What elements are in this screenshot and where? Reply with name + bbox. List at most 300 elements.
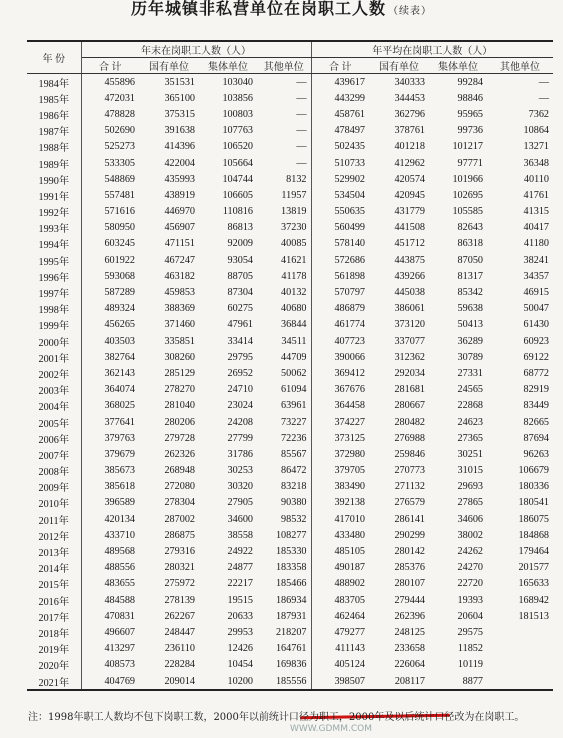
value-cell: 226064 — [394, 659, 425, 671]
column-header: 集体单位 — [199, 58, 257, 74]
value-cell: 280482 — [394, 416, 425, 428]
value-cell: 82643 — [457, 222, 483, 234]
value-cell: 19393 — [457, 594, 483, 606]
value-cell: 364458 — [334, 400, 365, 412]
value-cell: 60923 — [523, 335, 549, 347]
table-row — [27, 155, 553, 171]
year-cell: 1996年 — [27, 268, 81, 284]
value-cell: 375315 — [164, 108, 195, 120]
value-cell: 90380 — [257, 495, 311, 511]
value-cell: 271132 — [394, 481, 425, 493]
value-cell: 106679 — [518, 465, 549, 477]
value-cell: 30253 — [227, 465, 253, 477]
table-row — [27, 430, 553, 446]
value-cell: 99284 — [457, 76, 483, 88]
value-cell: 97771 — [457, 157, 483, 169]
table-row — [27, 511, 553, 527]
value-cell: 462464 — [334, 610, 365, 622]
value-cell: 262326 — [164, 448, 195, 460]
value-cell: 489568 — [104, 546, 135, 558]
value-cell: 275972 — [164, 578, 195, 590]
year-cell: 2020年 — [27, 657, 81, 673]
title-suffix: （续表） — [388, 6, 432, 17]
year-cell: 1985年 — [27, 90, 81, 106]
value-cell: 279728 — [164, 432, 195, 444]
value-cell: 280667 — [394, 400, 425, 412]
year-cell: 2007年 — [27, 446, 81, 462]
value-cell: 27365 — [457, 432, 483, 444]
value-cell: 82919 — [523, 384, 549, 396]
value-cell: 278270 — [164, 384, 195, 396]
value-cell: 392138 — [334, 497, 365, 509]
value-cell: 337077 — [394, 335, 425, 347]
value-cell: 312362 — [394, 351, 425, 363]
value-cell: 87050 — [457, 254, 483, 266]
value-cell: 10454 — [227, 659, 253, 671]
table-row — [27, 106, 553, 122]
value-cell: 59638 — [457, 303, 483, 315]
value-cell: 587289 — [104, 287, 135, 299]
year-cell: 2019年 — [27, 641, 81, 657]
value-cell: 403503 — [104, 335, 135, 347]
table-row — [27, 365, 553, 381]
value-cell: 209014 — [139, 673, 199, 690]
value-cell: 362143 — [104, 367, 135, 379]
value-cell: 431779 — [394, 206, 425, 218]
value-cell: 534504 — [334, 189, 365, 201]
column-header: 其他单位 — [257, 58, 311, 74]
table-row — [27, 592, 553, 608]
value-cell: 102695 — [452, 189, 483, 201]
value-cell: 86813 — [227, 222, 253, 234]
value-cell: 365100 — [164, 92, 195, 104]
value-cell: 87694 — [523, 432, 549, 444]
value-cell: 24710 — [227, 384, 253, 396]
value-cell: 344453 — [394, 92, 425, 104]
table-row — [27, 139, 553, 155]
value-cell: 27799 — [227, 432, 253, 444]
value-cell: 68772 — [523, 367, 549, 379]
value-cell: 379763 — [104, 432, 135, 444]
value-cell: 525273 — [104, 141, 135, 153]
value-cell: 572686 — [334, 254, 365, 266]
value-cell: 262396 — [394, 610, 425, 622]
value-cell: 490187 — [334, 562, 365, 574]
value-cell: 105664 — [222, 157, 253, 169]
value-cell — [487, 624, 553, 640]
value-cell: 286141 — [394, 513, 425, 525]
value-cell: 483705 — [334, 594, 365, 606]
value-cell: 24262 — [457, 546, 483, 558]
value-cell: 96263 — [523, 448, 549, 460]
value-cell: 278304 — [164, 497, 195, 509]
value-cell: 110816 — [222, 206, 253, 218]
value-cell: 38002 — [457, 529, 483, 541]
value-cell: 185330 — [257, 543, 311, 559]
table-row — [27, 414, 553, 430]
table-row — [27, 74, 553, 91]
value-cell: 228284 — [164, 659, 195, 671]
value-cell: 461774 — [334, 319, 365, 331]
value-cell: 8877 — [429, 673, 487, 690]
value-cell: 281681 — [394, 384, 425, 396]
value-cell: 488902 — [334, 578, 365, 590]
value-cell: 292034 — [394, 367, 425, 379]
value-cell: 13819 — [257, 204, 311, 220]
value-cell: 467247 — [164, 254, 195, 266]
year-cell: 1994年 — [27, 236, 81, 252]
value-cell: 548869 — [104, 173, 135, 185]
table-row — [27, 641, 553, 657]
value-cell: 40085 — [257, 236, 311, 252]
value-cell: 398507 — [311, 673, 369, 690]
value-cell: 533305 — [104, 157, 135, 169]
table-row — [27, 236, 553, 252]
value-cell: 367676 — [334, 384, 365, 396]
value-cell: 335851 — [164, 335, 195, 347]
value-cell: 22720 — [457, 578, 483, 590]
value-cell: 458761 — [334, 108, 365, 120]
year-cell: 2013年 — [27, 543, 81, 559]
table-row — [27, 576, 553, 592]
value-cell: 420945 — [394, 189, 425, 201]
year-cell: 2002年 — [27, 365, 81, 381]
value-cell: 603245 — [104, 238, 135, 250]
value-cell: 7362 — [528, 108, 549, 120]
value-cell: 433710 — [104, 529, 135, 541]
value-cell: — — [257, 106, 311, 122]
value-cell: 22868 — [457, 400, 483, 412]
value-cell: 373125 — [334, 432, 365, 444]
value-cell: 180336 — [518, 481, 549, 493]
table-row — [27, 268, 553, 284]
value-cell: 502435 — [334, 141, 365, 153]
year-cell: 1988年 — [27, 139, 81, 155]
page-title — [0, 0, 563, 22]
table-row — [27, 171, 553, 187]
value-cell: 443299 — [334, 92, 365, 104]
value-cell: 10200 — [199, 673, 257, 690]
year-cell: 1987年 — [27, 123, 81, 139]
year-cell: 2001年 — [27, 349, 81, 365]
value-cell: 30251 — [457, 448, 483, 460]
value-cell: 443875 — [394, 254, 425, 266]
value-cell: 34600 — [227, 513, 253, 525]
value-cell: 187931 — [257, 608, 311, 624]
footnote: 注：1998年职工人数均不包下岗职工数，2000年以前统计口径为职工，2000年及以后统计口径改为在岗职工。 — [28, 712, 525, 723]
value-cell: 248125 — [394, 626, 425, 638]
value-cell: 41178 — [257, 268, 311, 284]
value-cell: 208117 — [369, 673, 429, 690]
value-cell: 63961 — [257, 398, 311, 414]
value-cell — [487, 657, 553, 673]
value-cell: 435993 — [164, 173, 195, 185]
value-cell: 10864 — [523, 125, 549, 137]
value-cell: 12426 — [227, 643, 253, 655]
value-cell: 103856 — [222, 92, 253, 104]
value-cell: 27331 — [457, 367, 483, 379]
value-cell: 20604 — [457, 610, 483, 622]
value-cell: 405124 — [334, 659, 365, 671]
value-cell: 50413 — [457, 319, 483, 331]
column-header: 集体单位 — [429, 58, 487, 74]
value-cell: 105585 — [452, 206, 483, 218]
value-cell: 411143 — [335, 643, 365, 655]
value-cell: 165633 — [518, 578, 549, 590]
value-cell: 601922 — [104, 254, 135, 266]
value-cell: 26952 — [227, 367, 253, 379]
value-cell: 60275 — [227, 303, 253, 315]
year-cell: 2018年 — [27, 624, 81, 640]
value-cell: 593068 — [104, 270, 135, 282]
value-cell: 478828 — [104, 108, 135, 120]
year-cell: 2009年 — [27, 479, 81, 495]
value-cell: 281040 — [164, 400, 195, 412]
value-cell: 201577 — [518, 562, 549, 574]
year-cell: 2004年 — [27, 398, 81, 414]
value-cell: 470831 — [104, 610, 135, 622]
value-cell: 379705 — [334, 465, 365, 477]
value-cell: 379679 — [104, 448, 135, 460]
value-cell: 276988 — [394, 432, 425, 444]
value-cell: 29795 — [227, 351, 253, 363]
value-cell: — — [257, 123, 311, 139]
value-cell: 36844 — [257, 317, 311, 333]
value-cell — [487, 641, 553, 657]
table-row — [27, 220, 553, 236]
value-cell: 383490 — [334, 481, 365, 493]
value-cell: 41180 — [523, 238, 549, 250]
value-cell: 456907 — [164, 222, 195, 234]
value-cell: — — [257, 90, 311, 106]
table-row — [27, 463, 553, 479]
value-cell: 83218 — [257, 479, 311, 495]
table-row — [27, 187, 553, 203]
value-cell: 557481 — [104, 189, 135, 201]
year-cell: 1984年 — [27, 74, 81, 91]
value-cell: 368025 — [104, 400, 135, 412]
year-cell: 2015年 — [27, 576, 81, 592]
value-cell: 168942 — [518, 594, 549, 606]
value-cell: 108277 — [257, 527, 311, 543]
value-cell: 472031 — [104, 92, 135, 104]
value-cell: 471151 — [164, 238, 195, 250]
year-cell: 2016年 — [27, 592, 81, 608]
year-cell: 2011年 — [27, 511, 81, 527]
value-cell: 479277 — [334, 626, 365, 638]
value-cell: 308260 — [164, 351, 195, 363]
value-cell: 104744 — [222, 173, 253, 185]
year-cell: 1992年 — [27, 204, 81, 220]
value-cell: 441508 — [394, 222, 425, 234]
value-cell: 34606 — [457, 513, 483, 525]
table-row — [27, 398, 553, 414]
value-cell: 378761 — [394, 125, 425, 137]
table-row — [27, 317, 553, 333]
value-cell: 99736 — [457, 125, 483, 137]
value-cell: 88705 — [227, 270, 253, 282]
year-cell: 1990年 — [27, 171, 81, 187]
value-cell: 101217 — [452, 141, 483, 153]
value-cell: 106605 — [222, 189, 253, 201]
table-row — [27, 333, 553, 349]
table-row — [27, 90, 553, 106]
table-row — [27, 382, 553, 398]
value-cell: 31786 — [227, 448, 253, 460]
value-cell: 276579 — [394, 497, 425, 509]
value-cell: 41621 — [257, 252, 311, 268]
value-cell: 72236 — [257, 430, 311, 446]
value-cell: 10119 — [457, 659, 483, 671]
value-cell: 61094 — [257, 382, 311, 398]
value-cell: 40417 — [523, 222, 549, 234]
value-cell: 81317 — [457, 270, 483, 282]
value-cell: 496607 — [104, 626, 135, 638]
value-cell: 33414 — [227, 335, 253, 347]
value-cell: 106520 — [222, 141, 253, 153]
value-cell: 179464 — [518, 546, 549, 558]
year-cell: 2017年 — [27, 608, 81, 624]
year-cell: 1993年 — [27, 220, 81, 236]
value-cell: 560499 — [334, 222, 365, 234]
table-row — [27, 527, 553, 543]
value-cell: 433480 — [334, 529, 365, 541]
value-cell: 41761 — [523, 189, 549, 201]
year-cell: 2003年 — [27, 382, 81, 398]
value-cell: 103040 — [222, 76, 253, 88]
year-cell: 2012年 — [27, 527, 81, 543]
value-cell: 377641 — [104, 416, 135, 428]
value-cell: 30320 — [227, 481, 253, 493]
value-cell: 438919 — [164, 189, 195, 201]
value-cell: 351531 — [164, 76, 195, 88]
value-cell: 29575 — [457, 626, 483, 638]
value-cell: 47961 — [227, 319, 253, 331]
value-cell: 391638 — [164, 125, 195, 137]
value-cell: 36289 — [457, 335, 483, 347]
value-cell: 36348 — [523, 157, 549, 169]
value-cell: 83449 — [523, 400, 549, 412]
header-row-groups — [27, 41, 553, 58]
value-cell: 413297 — [104, 643, 135, 655]
title-text: 历年城镇非私营单位在岗职工人数 — [130, 0, 386, 18]
value-cell: 279316 — [164, 546, 195, 558]
value-cell: 185466 — [257, 576, 311, 592]
value-cell: 24623 — [457, 416, 483, 428]
value-cell: 107763 — [222, 125, 253, 137]
year-cell: 1995年 — [27, 252, 81, 268]
value-cell: 184868 — [518, 529, 549, 541]
value-cell: 404769 — [81, 673, 139, 690]
value-cell — [487, 673, 553, 690]
value-cell: 44709 — [257, 349, 311, 365]
value-cell: 41315 — [523, 206, 549, 218]
value-cell: 478497 — [334, 125, 365, 137]
value-cell: 290299 — [394, 529, 425, 541]
value-cell: 248447 — [164, 626, 195, 638]
value-cell: 510733 — [334, 157, 365, 169]
value-cell: 50062 — [257, 365, 311, 381]
value-cell: 186934 — [257, 592, 311, 608]
value-cell: 580950 — [104, 222, 135, 234]
value-cell: 93054 — [227, 254, 253, 266]
value-cell: 100803 — [222, 108, 253, 120]
value-cell: 27865 — [457, 497, 483, 509]
value-cell: 414396 — [164, 141, 195, 153]
value-cell: 561898 — [334, 270, 365, 282]
value-cell: 390066 — [334, 351, 365, 363]
year-cell: 2021年 — [27, 673, 81, 690]
year-cell: 1986年 — [27, 106, 81, 122]
value-cell: 98846 — [457, 92, 483, 104]
year-cell: 1989年 — [27, 155, 81, 171]
column-header: 合 计 — [311, 58, 369, 74]
value-cell: 82665 — [523, 416, 549, 428]
value-cell: 340333 — [394, 76, 425, 88]
year-end-group-header: 年末在岗职工人数（人） — [81, 41, 311, 58]
value-cell: 11957 — [257, 187, 311, 203]
value-cell: 29693 — [457, 481, 483, 493]
value-cell: 280206 — [164, 416, 195, 428]
value-cell: 164761 — [257, 641, 311, 657]
value-cell: 459853 — [164, 287, 195, 299]
value-cell: 40110 — [523, 173, 549, 185]
value-cell: 374227 — [334, 416, 365, 428]
value-cell: 183358 — [257, 560, 311, 576]
value-cell: 69122 — [523, 351, 549, 363]
value-cell: 34511 — [257, 333, 311, 349]
value-cell: 24565 — [457, 384, 483, 396]
value-cell: 456265 — [104, 319, 135, 331]
value-cell: 439266 — [394, 270, 425, 282]
value-cell: 98532 — [257, 511, 311, 527]
value-cell: 278139 — [164, 594, 195, 606]
value-cell: 578140 — [334, 238, 365, 250]
value-cell: 37230 — [257, 220, 311, 236]
value-cell: 529902 — [334, 173, 365, 185]
value-cell: 422004 — [164, 157, 195, 169]
value-cell: 401218 — [394, 141, 425, 153]
value-cell: 455896 — [104, 76, 135, 88]
value-cell: 382764 — [104, 351, 135, 363]
value-cell: 50047 — [523, 303, 549, 315]
value-cell: 22217 — [227, 578, 253, 590]
column-header: 国有单位 — [139, 58, 199, 74]
value-cell: 101966 — [452, 173, 483, 185]
value-cell: 372980 — [334, 448, 365, 460]
value-cell: 451712 — [394, 238, 425, 250]
value-cell: 34357 — [523, 270, 549, 282]
table-row — [27, 495, 553, 511]
value-cell: 87304 — [227, 287, 253, 299]
value-cell: 408573 — [104, 659, 135, 671]
value-cell: 29953 — [227, 626, 253, 638]
value-cell: 20633 — [227, 610, 253, 622]
value-cell: 570797 — [334, 287, 365, 299]
year-cell: 1998年 — [27, 301, 81, 317]
value-cell: — — [257, 74, 311, 91]
value-cell: 486879 — [334, 303, 365, 315]
table-row — [27, 446, 553, 462]
value-cell: 388369 — [164, 303, 195, 315]
value-cell: 439617 — [334, 76, 365, 88]
value-cell: 24922 — [227, 546, 253, 558]
value-cell: 8132 — [257, 171, 311, 187]
value-cell: — — [257, 155, 311, 171]
value-cell: — — [257, 139, 311, 155]
value-cell: 11852 — [457, 643, 483, 655]
value-cell: 30789 — [457, 351, 483, 363]
